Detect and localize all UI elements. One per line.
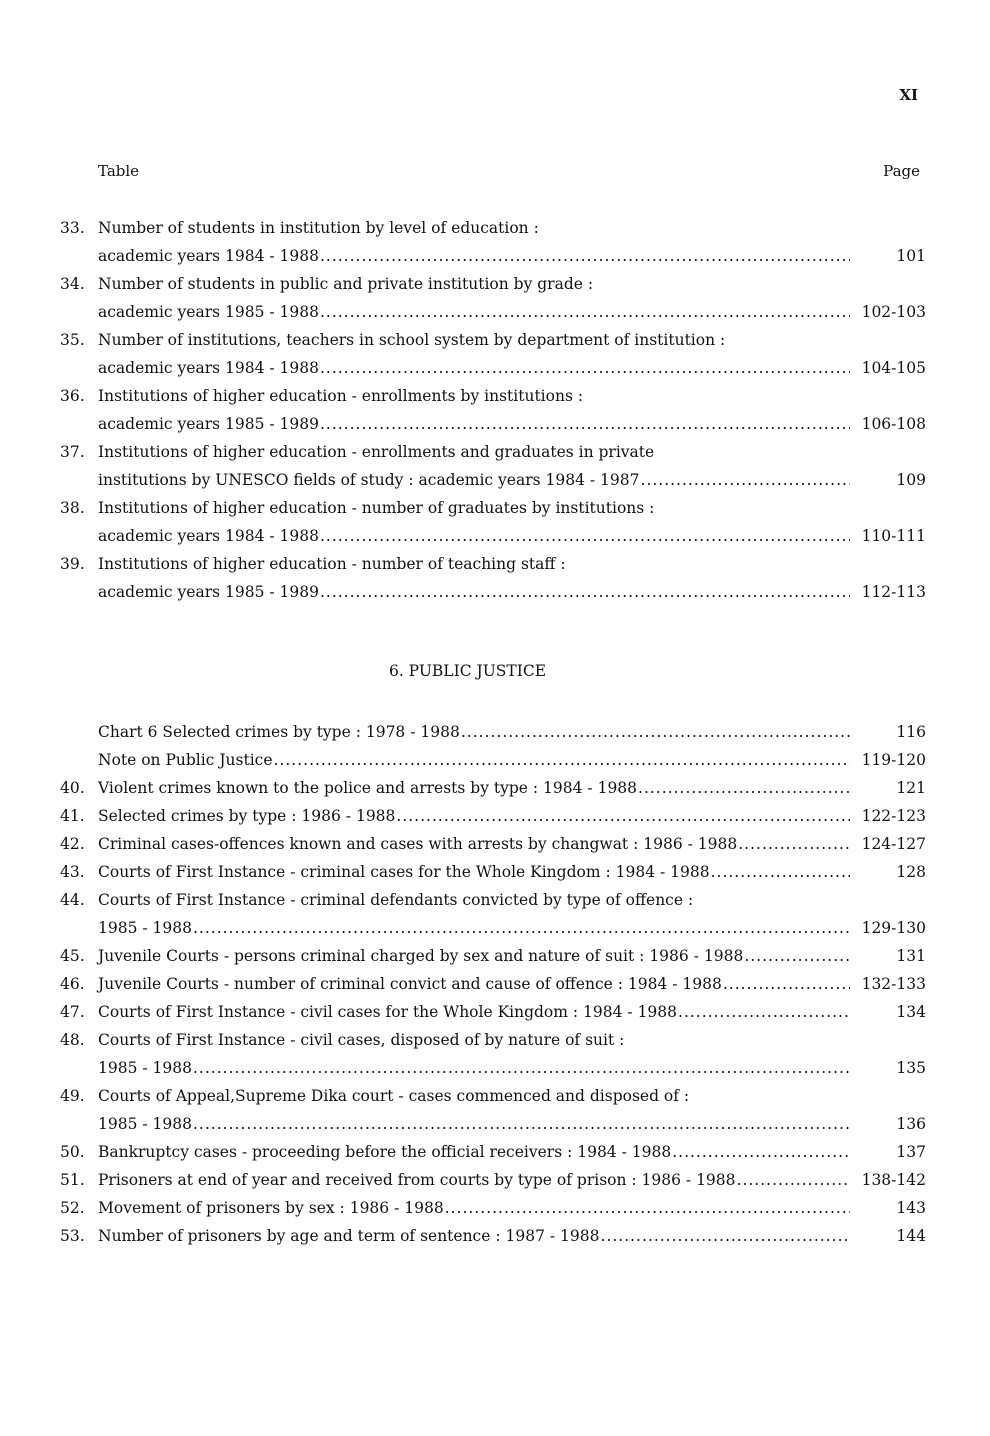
- dot-leader: [193, 1110, 850, 1138]
- entry-title-continued: academic years 1984 - 1988: [98, 247, 319, 265]
- dot-leader: [672, 1138, 850, 1166]
- entry-page: 110-111: [861, 527, 926, 545]
- entry-number: 33.: [60, 219, 85, 237]
- toc-entry-line: [60, 1222, 926, 1250]
- toc-entry-line: [60, 1138, 926, 1166]
- entry-number: 42.: [60, 835, 85, 853]
- dot-leader: [396, 802, 849, 830]
- entry-title: Institutions of higher education - number of teaching staff :: [98, 555, 566, 573]
- entry-title: Courts of First Instance - civil cases, disposed of by nature of suit :: [98, 1031, 625, 1049]
- entry-title: Courts of First Instance - criminal cases for the Whole Kingdom : 1984 - 1988: [98, 863, 710, 881]
- dot-leader: [461, 718, 850, 746]
- toc-entry-line: [60, 382, 926, 410]
- toc-entry-line: [60, 1166, 926, 1194]
- entry-number: 52.: [60, 1199, 85, 1217]
- toc-entry-line: [60, 886, 926, 914]
- toc-entry-line: [60, 326, 926, 354]
- toc-public-justice-list: [60, 718, 926, 1250]
- entry-page: 124-127: [861, 835, 926, 853]
- dot-leader: [445, 1194, 850, 1222]
- dot-leader: [320, 410, 850, 438]
- entry-title: Note on Public Justice: [98, 751, 273, 769]
- entry-number: 50.: [60, 1143, 85, 1161]
- toc-entry-line: [60, 1194, 926, 1222]
- toc-entry-line: [60, 550, 926, 578]
- entry-page: 132-133: [861, 975, 926, 993]
- entry-number: 49.: [60, 1087, 85, 1105]
- entry-title: Bankruptcy cases - proceeding before the official receivers : 1984 - 1988: [98, 1143, 672, 1161]
- entry-page: 116: [896, 723, 926, 741]
- entry-title: Selected crimes by type : 1986 - 1988: [98, 807, 396, 825]
- entry-title: Courts of First Instance - criminal defendants convicted by type of offence :: [98, 891, 694, 909]
- entry-page: 106-108: [861, 415, 926, 433]
- entry-number: 46.: [60, 975, 85, 993]
- entry-title: Number of prisoners by age and term of sentence : 1987 - 1988: [98, 1227, 600, 1245]
- entry-number: 48.: [60, 1031, 85, 1049]
- entry-page: 143: [896, 1199, 926, 1217]
- dot-leader: [723, 970, 850, 998]
- entry-title: Violent crimes known to the police and arrests by type : 1984 - 1988: [98, 779, 638, 797]
- entry-title-continued: 1985 - 1988: [98, 1115, 192, 1133]
- entry-number: 34.: [60, 275, 85, 293]
- entry-number: 38.: [60, 499, 85, 517]
- dot-leader: [320, 354, 850, 382]
- entry-title: Institutions of higher education - enrollments and graduates in private: [98, 443, 655, 461]
- entry-page: 128: [896, 863, 926, 881]
- toc-entry-line: [60, 242, 926, 270]
- dot-leader: [600, 1222, 850, 1250]
- entry-title: Institutions of higher education - enrollments by institutions :: [98, 387, 584, 405]
- entry-page: 138-142: [861, 1171, 926, 1189]
- entry-title-continued: academic years 1985 - 1988: [98, 303, 319, 321]
- entry-title: Juvenile Courts - number of criminal convict and cause of offence : 1984 - 1988: [98, 975, 722, 993]
- toc-entry-line: [60, 802, 926, 830]
- toc-entry-line: [60, 494, 926, 522]
- toc-entry-line: [60, 1082, 926, 1110]
- toc-entry-line: [60, 718, 926, 746]
- toc-entry-line: [60, 970, 926, 998]
- dot-leader: [744, 942, 850, 970]
- dot-leader: [320, 242, 850, 270]
- entry-page: 134: [896, 1003, 926, 1021]
- toc-entry-line: [60, 998, 926, 1026]
- entry-title-continued: 1985 - 1988: [98, 919, 192, 937]
- entry-title: Number of students in institution by level of education :: [98, 219, 539, 237]
- page-column-header: Page: [883, 162, 920, 180]
- entry-number: 45.: [60, 947, 85, 965]
- toc-entry-line: [60, 438, 926, 466]
- dot-leader: [193, 1054, 850, 1082]
- dot-leader: [320, 298, 850, 326]
- toc-entry-line: [60, 830, 926, 858]
- entry-title: Institutions of higher education - number of graduates by institutions :: [98, 499, 655, 517]
- entry-number: 53.: [60, 1227, 85, 1245]
- toc-entry-line: [60, 522, 926, 550]
- toc-entry-line: [60, 578, 926, 606]
- entry-number: 51.: [60, 1171, 85, 1189]
- entry-page: 129-130: [861, 919, 926, 937]
- toc-entry-line: [60, 466, 926, 494]
- entry-number: 35.: [60, 331, 85, 349]
- entry-page: 137: [896, 1143, 926, 1161]
- entry-title-continued: academic years 1985 - 1989: [98, 415, 319, 433]
- entry-number: 40.: [60, 779, 85, 797]
- dot-leader: [711, 858, 850, 886]
- entry-page: 122-123: [861, 807, 926, 825]
- toc-entry-line: [60, 1110, 926, 1138]
- toc-entry-line: [60, 858, 926, 886]
- toc-entry-line: [60, 1054, 926, 1082]
- entry-title: Criminal cases-offences known and cases with arrests by changwat : 1986 - 1988: [98, 835, 738, 853]
- dot-leader: [274, 746, 850, 774]
- entry-title: Courts of First Instance - civil cases for the Whole Kingdom : 1984 - 1988: [98, 1003, 678, 1021]
- entry-title-continued: academic years 1984 - 1988: [98, 527, 319, 545]
- entry-page: 112-113: [861, 583, 926, 601]
- entry-title: Movement of prisoners by sex : 1986 - 1988: [98, 1199, 444, 1217]
- toc-entry-line: [60, 298, 926, 326]
- section-title: 6. PUBLIC JUSTICE: [388, 662, 547, 680]
- toc-entry-line: [60, 354, 926, 382]
- entry-page: 102-103: [861, 303, 926, 321]
- entry-number: 43.: [60, 863, 85, 881]
- toc-entry-line: [60, 774, 926, 802]
- page-number: XI: [899, 86, 918, 104]
- entry-page: 119-120: [861, 751, 926, 769]
- dot-leader: [638, 774, 850, 802]
- entry-page: 121: [896, 779, 926, 797]
- toc-entry-line: [60, 270, 926, 298]
- dot-leader: [738, 830, 849, 858]
- entry-page: 135: [896, 1059, 926, 1077]
- toc-entry-line: [60, 410, 926, 438]
- dot-leader: [641, 466, 851, 494]
- toc-entry-line: [60, 214, 926, 242]
- entry-page: 109: [896, 471, 926, 489]
- toc-entry-line: [60, 1026, 926, 1054]
- entry-title: Chart 6 Selected crimes by type : 1978 - 1988: [98, 723, 460, 741]
- entry-page: 136: [896, 1115, 926, 1133]
- entry-title: Juvenile Courts - persons criminal charged by sex and nature of suit : 1986 - 1988: [98, 947, 744, 965]
- toc-entry-line: [60, 746, 926, 774]
- entry-title-continued: academic years 1985 - 1989: [98, 583, 319, 601]
- entry-page: 101: [896, 247, 926, 265]
- entry-title-continued: academic years 1984 - 1988: [98, 359, 319, 377]
- entry-page: 104-105: [861, 359, 926, 377]
- entry-title: Prisoners at end of year and received from courts by type of prison : 1986 - 1988: [98, 1171, 736, 1189]
- dot-leader: [193, 914, 850, 942]
- entry-title: Courts of Appeal,Supreme Dika court - cases commenced and disposed of :: [98, 1087, 690, 1105]
- table-column-header: Table: [98, 162, 140, 180]
- entry-number: 36.: [60, 387, 85, 405]
- dot-leader: [678, 998, 850, 1026]
- entry-title-continued: institutions by UNESCO fields of study : academic years 1984 - 1987: [98, 471, 640, 489]
- entry-number: 37.: [60, 443, 85, 461]
- entry-number: 41.: [60, 807, 85, 825]
- entry-number: 44.: [60, 891, 85, 909]
- entry-title: Number of institutions, teachers in school system by department of institution :: [98, 331, 726, 349]
- dot-leader: [737, 1166, 850, 1194]
- entry-page: 144: [896, 1227, 926, 1245]
- toc-entry-line: [60, 914, 926, 942]
- dot-leader: [320, 578, 850, 606]
- toc-education-list: [60, 214, 926, 606]
- entry-page: 131: [896, 947, 926, 965]
- dot-leader: [320, 522, 850, 550]
- entry-title: Number of students in public and private institution by grade :: [98, 275, 594, 293]
- entry-title-continued: 1985 - 1988: [98, 1059, 192, 1077]
- toc-entry-line: [60, 942, 926, 970]
- entry-number: 47.: [60, 1003, 85, 1021]
- entry-number: 39.: [60, 555, 85, 573]
